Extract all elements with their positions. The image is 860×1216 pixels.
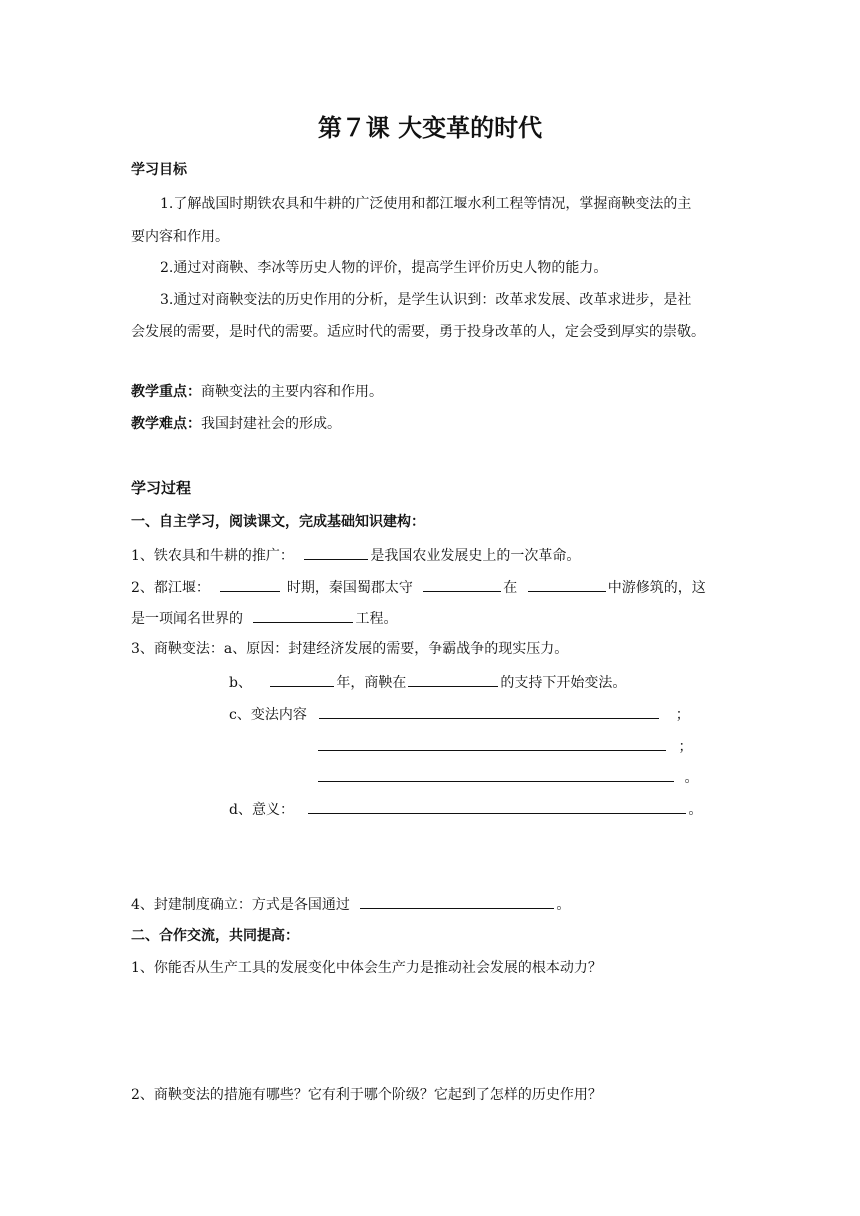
fill-blank[interactable] [318,735,666,751]
fill-blank[interactable] [304,544,368,560]
question-2-part-e: 是一项闻名世界的 [131,611,243,627]
question-3-c [229,703,690,725]
fill-blank[interactable] [360,893,554,909]
key-point-label: 教学重点： [131,384,201,400]
question-1 [131,544,580,566]
period: 。 [688,802,703,818]
question-2-part-c: 在 [503,580,518,596]
question-2-prefix: 2、都江堰： [131,580,210,596]
objective-1-line-2: 要内容和作用。 [131,229,229,245]
question-2-line-2 [131,607,397,629]
key-point-text: 商鞅变法的主要内容和作用。 [201,384,383,400]
objective-2: 2.通过对商鞅、李冰等历史人物的评价，提高学生评价历史人物的能力。 [160,260,608,276]
question-3-d-label: d、意义： [229,802,294,818]
semicolon: ； [675,707,690,723]
fill-blank[interactable] [319,703,659,719]
question-4 [131,893,570,915]
question-2-part-b: 时期，秦国蜀郡太守 [286,580,413,596]
question-3-b [229,671,626,693]
difficult-point-text: 我国封建社会的形成。 [201,416,341,432]
question-3-d [229,798,702,820]
question-4-prefix: 4、封建制度确立：方式是各国通过 [131,897,350,913]
question-2-part-d: 中游修筑的，这 [607,580,706,596]
fill-blank[interactable] [318,766,674,782]
question-3-c-line-3 [318,766,698,788]
fill-blank[interactable] [270,671,334,687]
question-4-suffix: 。 [556,897,571,913]
question-3-b-prefix: b、 [229,675,252,691]
difficult-point [131,414,341,434]
fill-blank[interactable] [408,671,498,687]
discussion-question-2: 2、商鞅变法的措施有哪些？它有利于哪个阶级？它起到了怎样的历史作用？ [131,1087,602,1103]
section-2-heading: 二、合作交流，共同提高： [131,928,299,944]
question-1-suffix: 是我国农业发展史上的一次革命。 [370,548,581,564]
question-3-b-suffix: 的支持下开始变法。 [500,675,627,691]
question-3-c-label: c、变法内容 [229,707,307,723]
difficult-point-label: 教学难点： [131,416,201,432]
fill-blank[interactable] [253,607,353,623]
fill-blank[interactable] [308,798,686,814]
discussion-question-1: 1、你能否从生产工具的发展变化中体会生产力是推动社会发展的根本动力？ [131,960,602,976]
question-2-line-1 [131,576,706,598]
question-3-a: 3、商鞅变法：a、原因：封建经济发展的需要，争霸战争的现实压力。 [131,641,569,657]
objectives-heading: 学习目标 [131,162,187,178]
key-point [131,382,383,402]
process-heading: 学习过程 [131,479,192,497]
objective-3-line-2: 会发展的需要，是时代的需要。适应时代的需要，勇于投身改革的人，定会受到厚实的崇敬。 [131,324,705,340]
fill-blank[interactable] [423,576,501,592]
question-2-part-f: 工程。 [355,611,398,627]
lesson-title: 第７课 大变革的时代 [317,113,543,142]
fill-blank[interactable] [528,576,606,592]
question-3-b-middle: 年，商鞅在 [336,675,407,691]
section-1-heading: 一、自主学习，阅读课文，完成基础知识建构： [131,514,425,530]
objective-1-line-1: 1.了解战国时期铁农具和牛耕的广泛使用和都江堰水利工程等情况，掌握商鞅变法的主 [160,196,692,212]
question-3-c-line-2 [318,735,692,757]
semicolon: ； [678,739,693,755]
fill-blank[interactable] [220,576,280,592]
period: 。 [684,770,699,786]
objective-3-line-1: 3.通过对商鞅变法的历史作用的分析，是学生认识到：改革求发展、改革求进步，是社 [160,292,692,308]
question-1-prefix: 1、铁农具和牛耕的推广： [131,548,294,564]
